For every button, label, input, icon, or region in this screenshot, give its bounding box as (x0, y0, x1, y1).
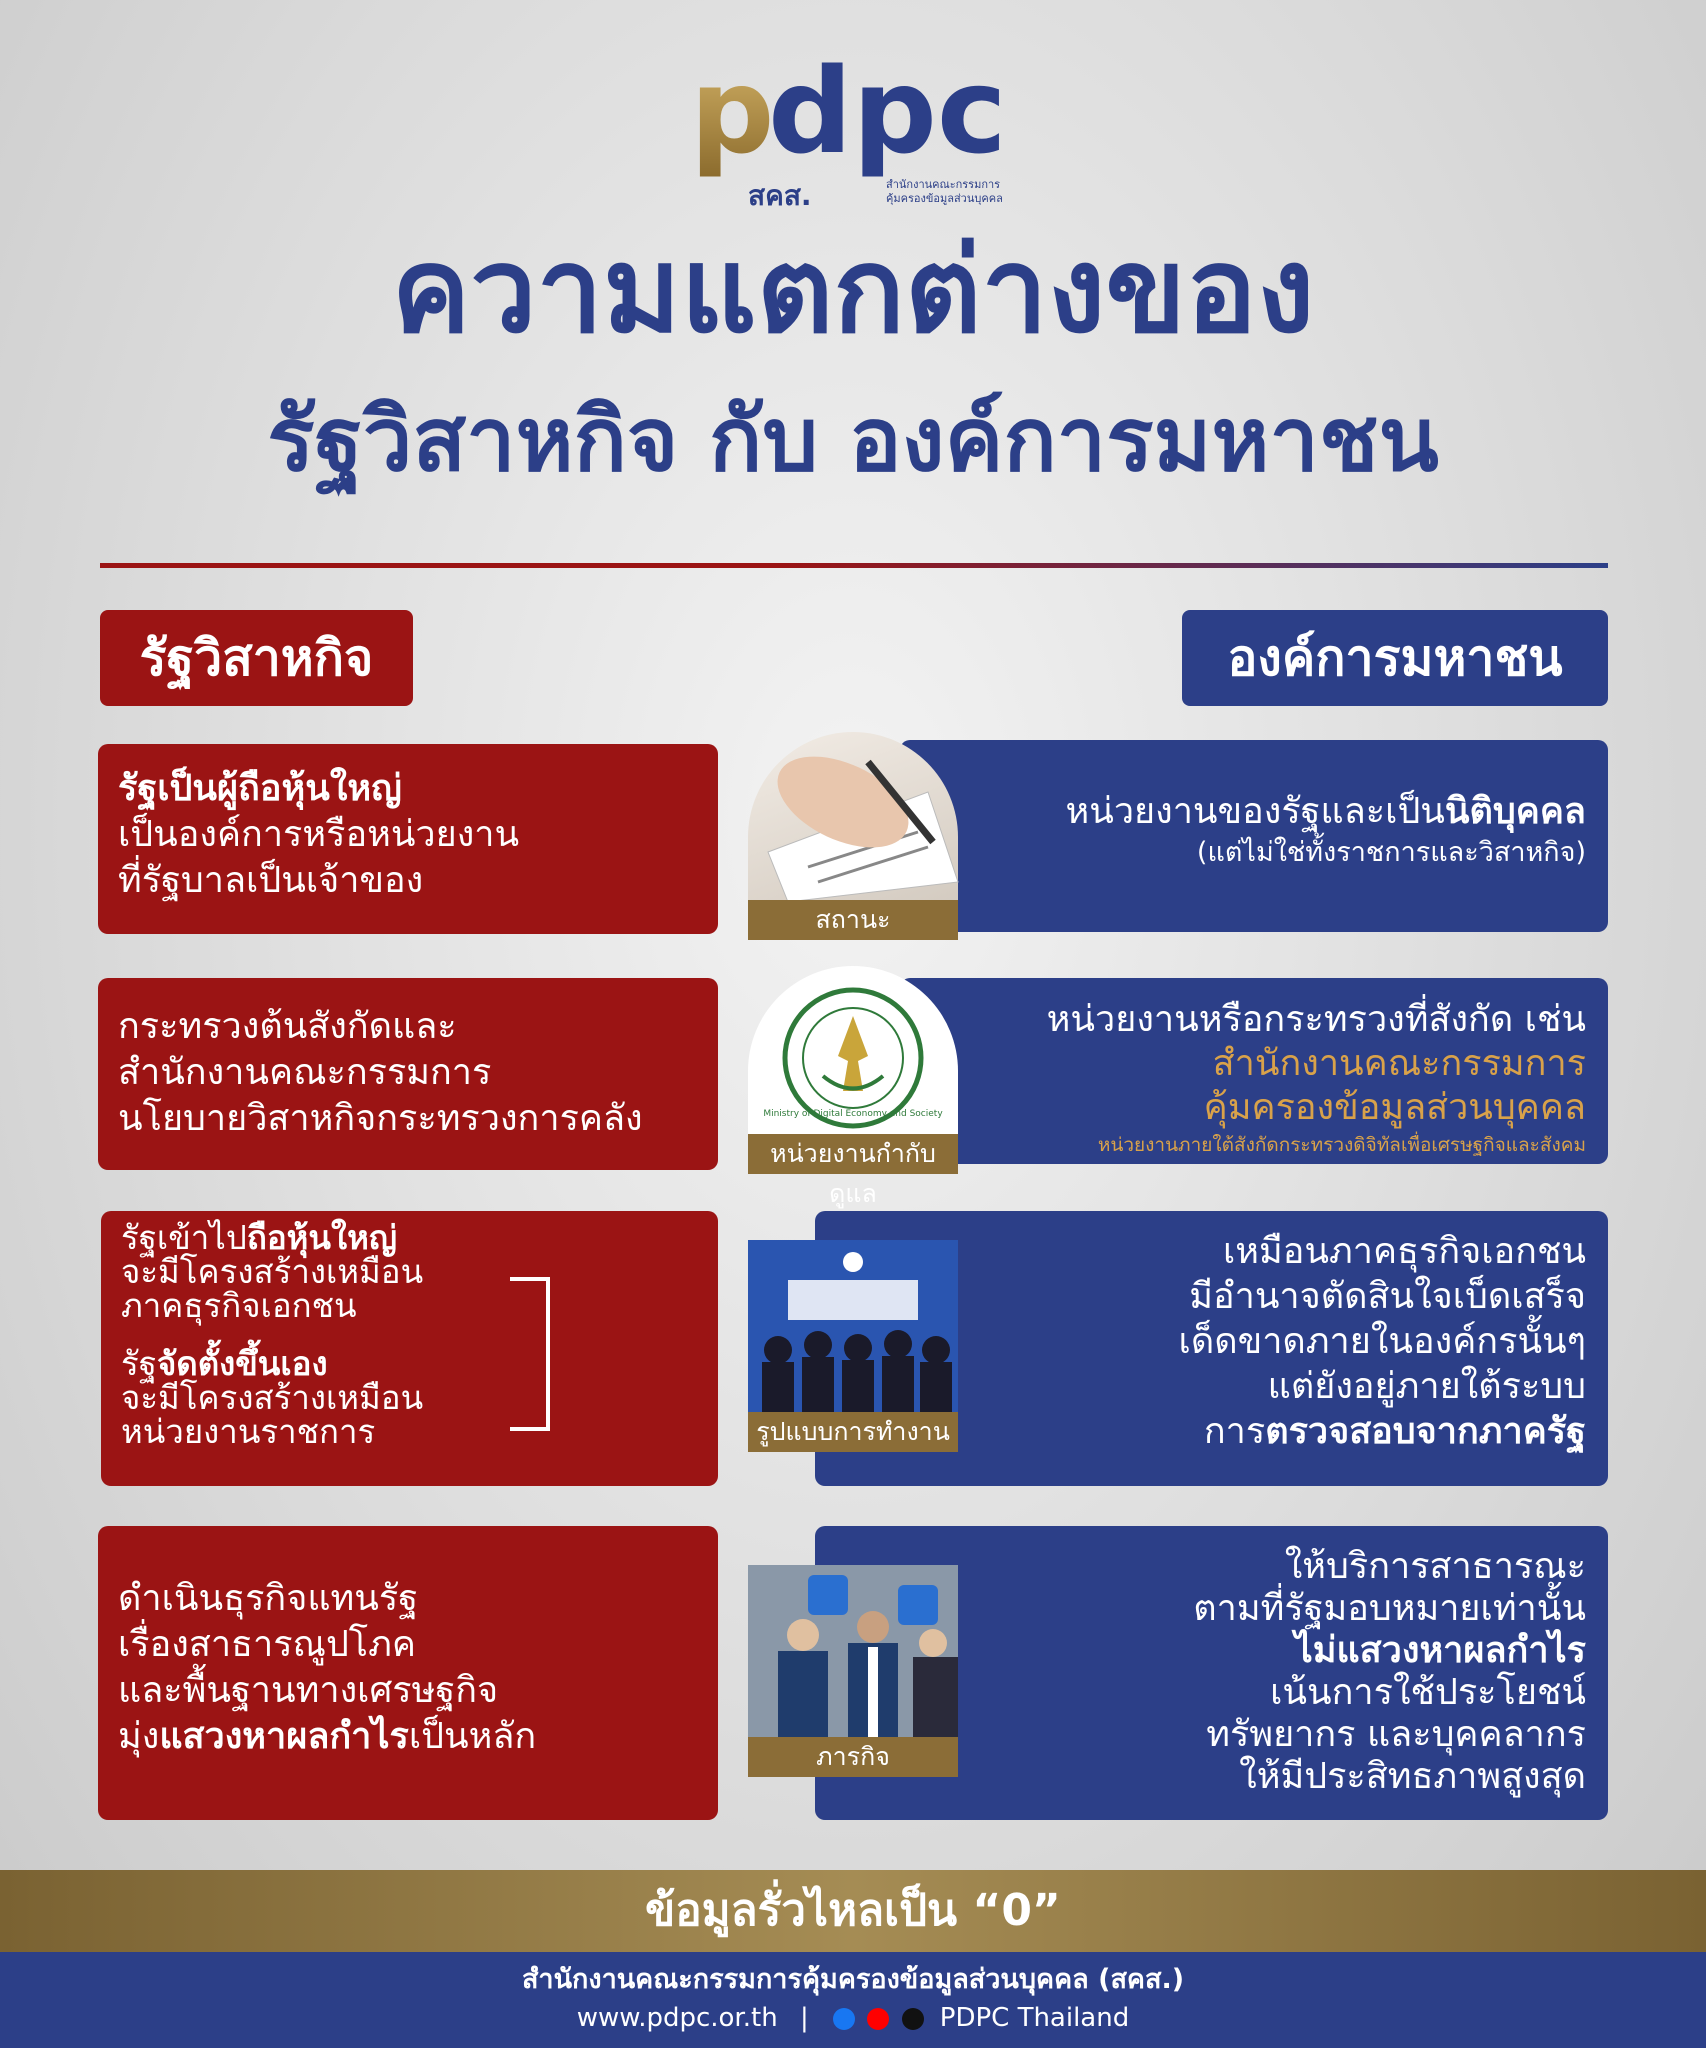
tiktok-icon[interactable] (902, 2008, 924, 2030)
row4-left-panel (98, 1526, 718, 1820)
row2-image-seal (748, 966, 958, 1208)
footer-social-name[interactable]: PDPC Thailand (939, 2003, 1130, 2033)
press-conference-photo-icon (748, 1240, 958, 1412)
row1-caption: สถานะ (748, 900, 958, 940)
row1-image-writing (748, 732, 958, 940)
row2-right-small: หน่วยงานภายใต้สังกัดกระทรวงดิจิทัลเพื่อเศรษฐกิจและสังคม (1097, 1134, 1586, 1156)
row4-left-line: ดำเนินธุรกิจแทนรัฐ (118, 1578, 419, 1619)
row4-left-line: และพื้นฐานทางเศรษฐกิจ (118, 1670, 499, 1711)
header-state-enterprise: รัฐวิสาหกิจ (100, 610, 413, 706)
row4-right-line: เน้นการใช้ประโยชน์ (1270, 1672, 1586, 1713)
row4-image-mission (748, 1565, 958, 1777)
logo-org-line2: คุ้มครองข้อมูลส่วนบุคคล (886, 192, 1003, 205)
footer-org-name: สำนักงานคณะกรรมการคุ้มครองข้อมูลส่วนบุคคล (สคส.) (521, 1964, 1185, 1995)
footer-contact (0, 2000, 1706, 2036)
row2-right-gold1: สำนักงานคณะกรรมการ (1212, 1043, 1586, 1084)
row3-left-line: ภาคธุรกิจเอกชน (121, 1286, 357, 1325)
seal-text: Ministry of Digital Economy and Society (763, 1109, 943, 1119)
pen-writing-icon (748, 732, 958, 902)
row2-left-panel (98, 978, 718, 1170)
row4-right-line: ให้มีประสิทธภาพสูงสุด (1239, 1756, 1586, 1797)
row3-right-line: การตรวจสอบจากภาครัฐ (1203, 1411, 1586, 1452)
staff-photo-icon (748, 1565, 958, 1737)
row4-caption: ภารกิจ (748, 1737, 958, 1777)
row1-left-line: รัฐเป็นผู้ถือหุ้นใหญ่ (118, 768, 402, 809)
row4-right-line: ตามที่รัฐมอบหมายเท่านั้น (1193, 1588, 1586, 1629)
pdpc-logo-mark (690, 40, 1020, 220)
row2-left-line: นโยบายวิสาหกิจกระทรวงการคลัง (118, 1098, 643, 1139)
row2-right-panel (900, 978, 1608, 1164)
row1-right-line2: (แต่ไม่ใช่ทั้งราชการและวิสาหกิจ) (1196, 837, 1586, 868)
row4-left-line: เรื่องสาธารณูปโภค (118, 1624, 416, 1665)
row1-right-panel (900, 740, 1608, 932)
page-title-line2: รัฐวิสาหกิจ กับ องค์การมหาชน (267, 388, 1439, 491)
row3-right-line: แต่ยังอยู่ภายใต้ระบบ (1267, 1366, 1586, 1407)
logo-org-line1: สำนักงานคณะกรรมการ (886, 178, 1001, 191)
logo-abbr: สคส. (748, 179, 812, 212)
row2-left-line: สำนักงานคณะกรรมการ (118, 1052, 492, 1093)
row3-image-press (748, 1240, 958, 1452)
row4-left-line: มุ่งแสวงหาผลกำไรเป็นหลัก (118, 1716, 537, 1757)
svg-text:p: p (690, 42, 775, 180)
header-public-organization: องค์การมหาชน (1182, 610, 1608, 706)
row4-right-line: ทรัพยากร และบุคคลากร (1206, 1714, 1586, 1755)
row3-left-panel (101, 1211, 718, 1486)
row3-right-line: มีอำนาจตัดสินใจเบ็ดเสร็จ (1189, 1276, 1586, 1317)
row3-left-line: รัฐจัดตั้งขึ้นเอง (121, 1344, 328, 1383)
row3-left-line: รัฐเข้าไปถือหุ้นใหญ่ (121, 1218, 397, 1257)
row1-left-line: เป็นองค์การหรือหน่วยงาน (118, 814, 520, 855)
ministry-seal-icon (748, 966, 958, 1136)
youtube-icon[interactable] (867, 2008, 889, 2030)
facebook-icon[interactable] (833, 2008, 855, 2030)
row3-right-line: เด็ดขาดภายในองค์กรนั้นๆ (1178, 1321, 1586, 1362)
row4-right-line: ให้บริการสาธารณะ (1284, 1546, 1586, 1587)
row3-caption: รูปแบบการทำงาน (748, 1412, 958, 1452)
row2-right-gold2: คุ้มครองข้อมูลส่วนบุคคล (1203, 1087, 1586, 1128)
row1-left-line: ที่รัฐบาลเป็นเจ้าของ (118, 860, 424, 901)
footer-separator: | (799, 2003, 809, 2033)
row3-left-line: จะมีโครงสร้างเหมือน (121, 1252, 424, 1291)
row4-right-bold: ไม่แสวงหาผลกำไร (1294, 1630, 1586, 1671)
title-divider (100, 563, 1608, 568)
row1-right-line1: หน่วยงานของรัฐและเป็นนิติบุคคล (1065, 791, 1586, 832)
row3-bracket (510, 1277, 550, 1431)
row3-left-line: หน่วยงานราชการ (121, 1412, 376, 1451)
row2-caption: หน่วยงานกำกับดูแล (748, 1134, 958, 1174)
row3-left-line: จะมีโครงสร้างเหมือน (121, 1378, 424, 1417)
row3-right-line: เหมือนภาคธุรกิจเอกชน (1223, 1231, 1586, 1272)
footer-bar (0, 1952, 1706, 2048)
row1-left-panel (98, 744, 718, 934)
footer-website-link[interactable]: www.pdpc.or.th (576, 2003, 778, 2033)
row2-right-line1: หน่วยงานหรือกระทรวงที่สังกัด เช่น (1046, 999, 1586, 1040)
pdpc-logo (690, 40, 1020, 220)
row2-left-line: กระทรวงต้นสังกัดและ (118, 1006, 457, 1047)
page-title-line1: ความแตกต่างของ (391, 221, 1315, 359)
svg-text:dpc: dpc (768, 42, 1007, 180)
footer-tagline: ข้อมูลรั่วไหลเป็น “0” (0, 1870, 1706, 1952)
